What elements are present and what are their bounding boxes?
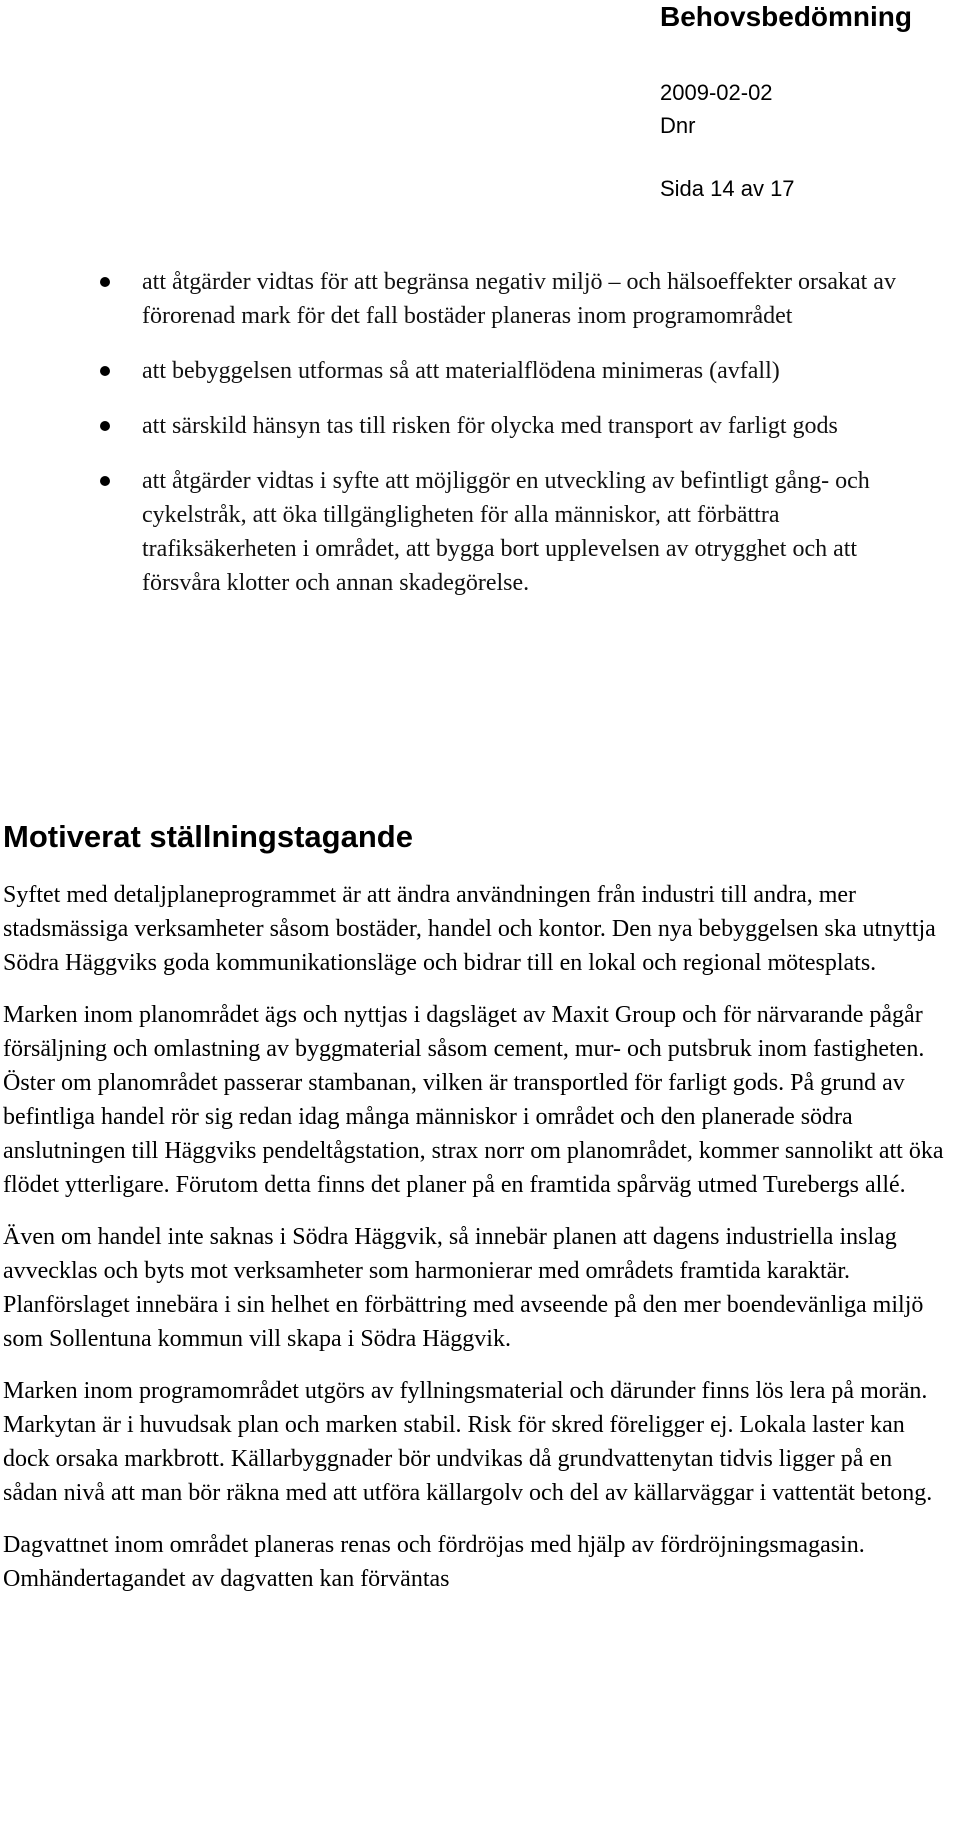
bullet-text: att åtgärder vidtas i syfte att möjliggör en utveckling av befintligt gång- och cykelstråk, att öka tillgängligheten för alla människor, att förbättra trafiksäkerheten i området, att bygga bort upplevelsen av otrygghet och att försvåra klotter och annan skadegörelse.	[142, 468, 870, 596]
section-motiverat	[3, 818, 948, 1614]
paragraph: Syftet med detaljplaneprogrammet är att ändra användningen från industri till andra, mer stadsmässiga verksamheter såsom bostäder, handel och kontor. Den nya bebyggelsen ska utnyttja Södra Häggviks goda kommunikationsläge och bidrar till en lokal och regional mötesplats.	[3, 882, 936, 976]
list-item	[90, 464, 920, 600]
bullet-text: att bebyggelsen utformas så att materialflödena minimeras (avfall)	[142, 358, 780, 384]
bullet-list	[90, 265, 920, 621]
bullet-icon	[100, 366, 110, 376]
document-dnr: Dnr	[660, 113, 696, 138]
paragraph: Marken inom programområdet utgörs av fyllningsmaterial och därunder finns lös lera på morän. Markytan är i huvudsak plan och marken stabil. Risk för skred föreligger ej. Lokala laster kan dock orsaka markbrott. Källarbyggnader bör undvikas då grundvattenytan tidvis ligger på en sådan nivå att man bör räkna med att utföra källargolv och del av källarväggar i vattentät betong.	[3, 1378, 933, 1506]
list-item	[90, 354, 920, 388]
paragraph: Även om handel inte saknas i Södra Häggvik, så innebär planen att dagens industriella inslag avvecklas och byts mot verksamheter som harmonierar med områdets framtida karaktär. Planförslaget innebära i sin helhet en förbättring med avseende på den mer boendevänliga miljö som Sollentuna kommun vill skapa i Södra Häggvik.	[3, 1224, 924, 1352]
bullet-icon	[100, 476, 110, 486]
document-title: Behovsbedömning	[660, 1, 913, 32]
list-item	[90, 265, 920, 333]
bullet-icon	[100, 277, 110, 287]
document-date: 2009-02-02	[660, 80, 773, 105]
paragraph: Dagvattnet inom området planeras renas och fördröjas med hjälp av fördröjningsmagasin. Omhändertagandet av dagvatten kan förväntas	[3, 1532, 865, 1592]
page-number: Sida 14 av 17	[660, 176, 795, 201]
bullet-text: att åtgärder vidtas för att begränsa negativ miljö – och hälsoeffekter orsakat av förorenad mark för det fall bostäder planeras inom programområdet	[142, 269, 896, 329]
bullet-text: att särskild hänsyn tas till risken för olycka med transport av farligt gods	[142, 413, 838, 439]
list-item	[90, 409, 920, 443]
paragraph: Marken inom planområdet ägs och nyttjas i dagsläget av Maxit Group och för närvarande pågår försäljning och omlastning av byggmaterial såsom cement, mur- och putsbruk inom fastigheten. Öster om planområdet passerar stambanan, vilken är transportled för farligt gods. På grund av befintliga handel rör sig redan idag många människor i området och den planerade södra anslutningen till Häggviks pendeltågstation, strax norr om planområdet, kommer sannolikt att öka flödet ytterligare. Förutom detta finns det planer på en framtida spårväg utmed Turebergs allé.	[3, 1002, 944, 1198]
section-heading: Motiverat ställningstagande	[3, 819, 413, 854]
bullet-icon	[100, 421, 110, 431]
